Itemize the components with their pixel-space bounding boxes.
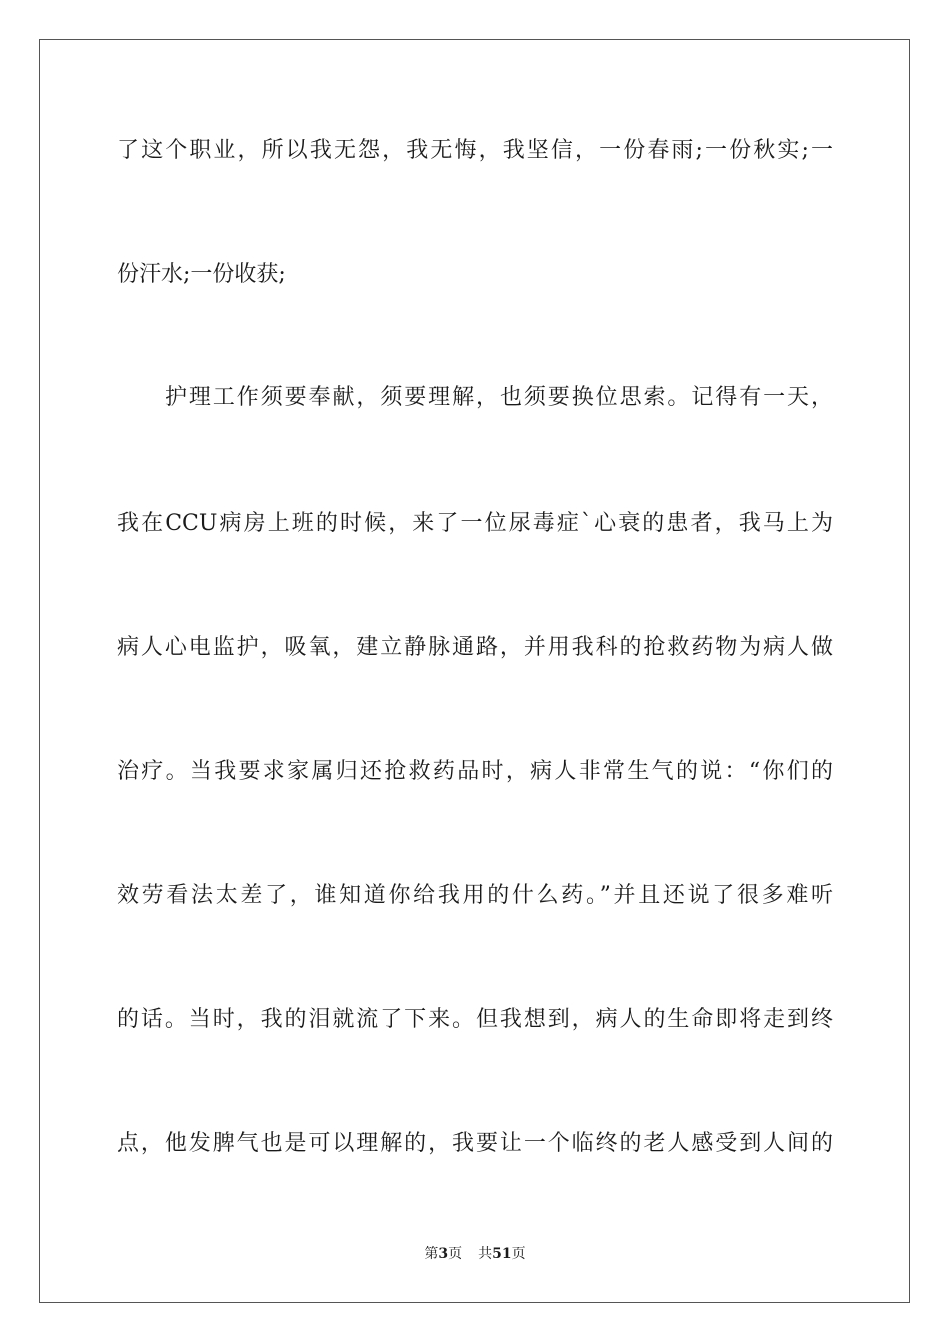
page-border <box>39 39 910 1303</box>
page-label-prefix: 第 <box>424 1246 439 1262</box>
page-label-suffix: 页 <box>448 1246 463 1262</box>
body-line-4: 我在CCU病房上班的时候，来了一位尿毒症`心衰的患者，我马上为 <box>117 511 833 536</box>
body-line-2: 份汗水;一份收获; <box>117 262 286 287</box>
total-label-suffix: 页 <box>511 1246 526 1262</box>
body-line-9: 点，他发脾气也是可以理解的，我要让一个临终的老人感受到人间的 <box>117 1131 833 1156</box>
total-label-prefix: 共 <box>478 1246 493 1262</box>
body-line-8: 的话。当时，我的泪就流了下来。但我想到，病人的生命即将走到终 <box>117 1007 833 1032</box>
total-page-number: 51 <box>492 1246 512 1262</box>
body-line-3: 护理工作须要奉献，须要理解，也须要换位思索。记得有一天， <box>165 385 833 410</box>
body-line-1: 了这个职业，所以我无怨，我无悔，我坚信，一份春雨;一份秋实;一 <box>117 138 833 163</box>
body-line-6: 治疗。当我要求家属归还抢救药品时，病人非常生气的说：“你们的 <box>117 759 833 784</box>
body-line-7: 效劳看法太差了，谁知道你给我用的什么药。”并且还说了很多难听 <box>117 883 833 908</box>
page-footer <box>0 1244 950 1264</box>
body-line-5: 病人心电监护，吸氧，建立静脉通路，并用我科的抢救药物为病人做 <box>117 635 833 660</box>
current-page-number: 3 <box>438 1246 449 1262</box>
